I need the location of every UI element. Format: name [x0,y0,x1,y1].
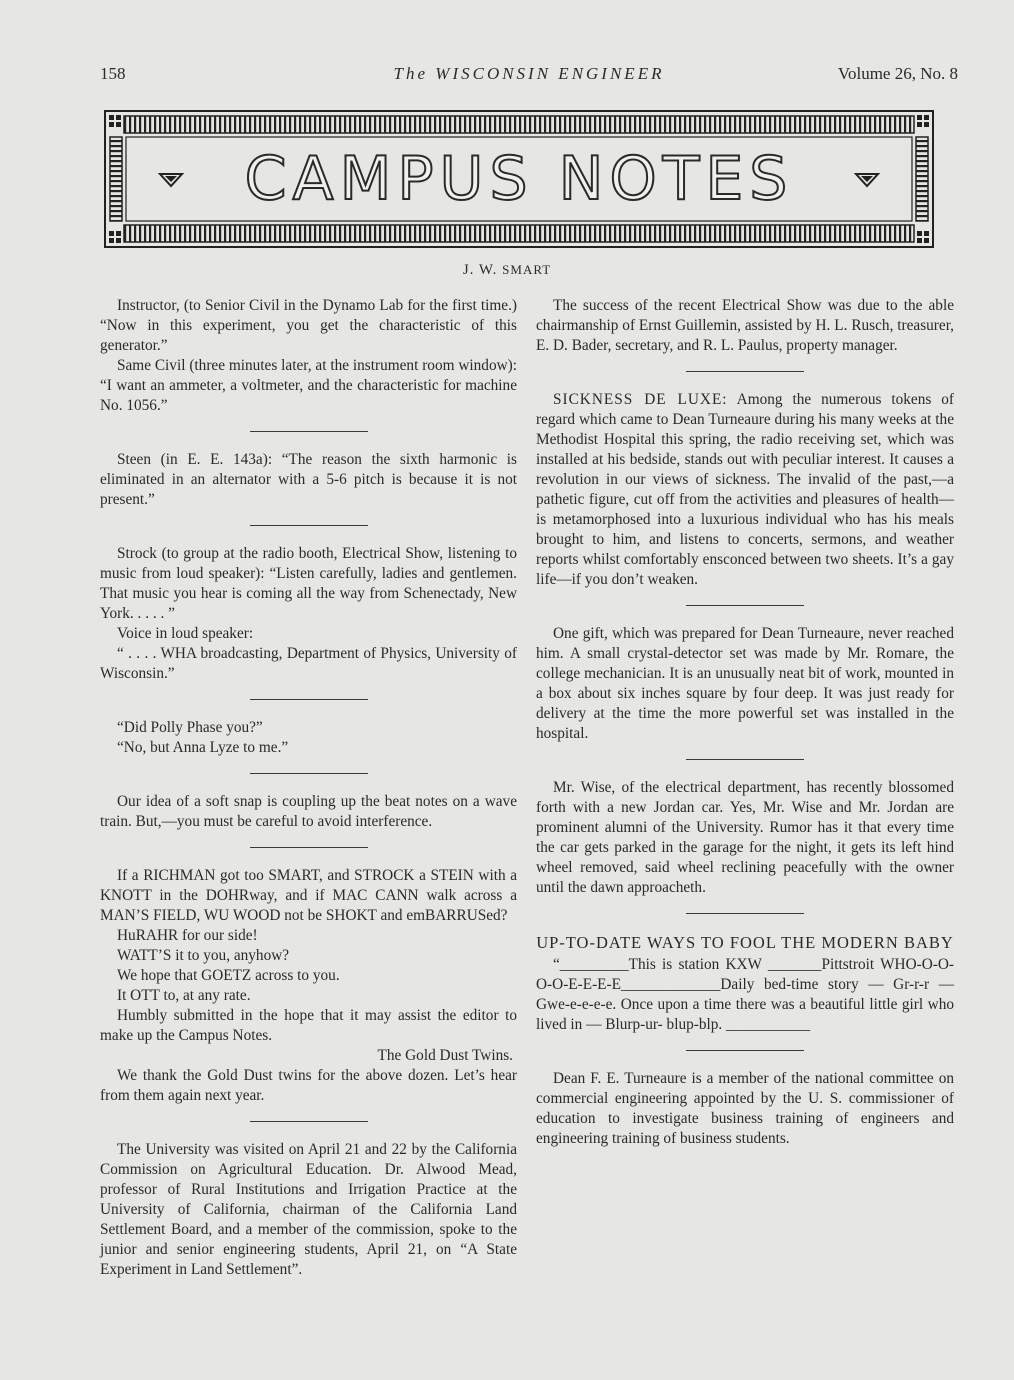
paragraph: If a RICHMAN got too SMART, and STROCK a STEIN with a KNOTT in the DOHRway, and if MAC CANN walk across a MAN’S FIELD, WU WOOD not be SHOKT and emBARRUSed? [100,867,517,924]
section-divider [250,699,368,700]
paragraph: Voice in loud speaker: [117,625,254,642]
right-column [536,296,954,1149]
section-divider [686,1050,804,1051]
section-divider [250,847,368,848]
magazine-title: The WISCONSIN ENGINEER [393,64,665,83]
sickness-de-luxe-body: Among the numerous tokens of regard which came to Dean Turneaure during his many weeks at the Methodist Hospital this spring, the radio receiving set, which was installed at his bedside, stands out with peculiar interest. It causes a revolution in our views of sickness. The invalid of the past,—a pathetic figure, cut off from the activities and pleasures of health—is metamorphosed into a luxurious individual who has his meals brought to him, and listens to concerts, sermons, and weather reports whilst comfortably ensconced between two sheets. It’s a gay life—if you don’t weaken. [536,391,954,588]
section-divider [686,371,804,372]
running-header [100,64,958,88]
modern-baby-heading: UP-TO-DATE WAYS TO FOOL THE MODERN BABY [536,933,954,952]
paragraph: Mr. Wise, of the electrical department, has recently blossomed forth with a new Jordan car. Yes, Mr. Wise and Mr. Jordan are prominent alumni of the University. Rumor has it that every time the car gets parked in the garage for the night, it gets its left hind wheel removed, said wheel reclining peacefully with the owner until the dawn approacheth. [536,779,954,896]
byline [0,262,1014,279]
section-divider [250,525,368,526]
sickness-de-luxe-heading: SICKNESS DE LUXE: [553,391,728,408]
paragraph: WATT’S it to you, anyhow? [117,947,290,964]
banner-title: CAMPUS NOTES [244,144,794,214]
section-divider [686,913,804,914]
paragraph: “_________This is station KXW _______Pittstroit WHO-O-O-O-O-E-E-E-E_____________Daily bed-time story — Gr-r-r — Gwe-e-e-e-e. Once upon a time there was a beautiful little girl who lived in — Blurp-ur- blup-blp. ___________ [536,956,954,1033]
signature: The Gold Dust Twins. [377,1047,513,1064]
byline-surname: SMART [502,262,552,277]
section-divider [250,773,368,774]
paragraph: It OTT to, at any rate. [117,987,251,1004]
section-divider [250,431,368,432]
paragraph: “No, but Anna Lyze to me.” [117,739,289,756]
page-number: 158 [100,64,126,83]
paragraph: Instructor, (to Senior Civil in the Dynamo Lab for the first time.) “Now in this experiment, you get the characteristic of this generator.” [100,297,517,354]
byline-initials: J. W. [462,262,503,278]
section-divider [686,605,804,606]
section-divider [250,1121,368,1122]
paragraph: Strock (to group at the radio booth, Electrical Show, listening to music from loud speaker): “Listen carefully, ladies and gentlemen. That music you hear is coming all the way from Schenectady, New York. . . . . ” [100,545,517,622]
paragraph: HuRAHR for our side! [117,927,258,944]
campus-notes-banner [104,110,934,248]
volume-info: Volume 26, No. 8 [837,64,958,83]
section-divider [686,759,804,760]
paragraph: “ . . . . WHA broadcasting, Department of Physics, University of Wisconsin.” [100,645,517,682]
paragraph [536,390,954,590]
paragraph: Our idea of a soft snap is coupling up the beat notes on a wave train. But,—you must be careful to avoid interference. [100,793,517,830]
paragraph: “Did Polly Phase you?” [117,719,263,736]
paragraph: One gift, which was prepared for Dean Turneaure, never reached him. A small crystal-detector set was made by Mr. Romare, the college mechanician. It is an unusually neat bit of work, mounted in a box about six inches square by four deep. It was just ready for delivery at the time the more powerful set was installed in the hospital. [536,625,954,742]
paragraph: We thank the Gold Dust twins for the above dozen. Let’s hear from them again next year. [100,1067,517,1104]
paragraph: Humbly submitted in the hope that it may assist the editor to make up the Campus Notes. [100,1007,517,1044]
paragraph: We hope that GOETZ across to you. [117,967,340,984]
paragraph: The University was visited on April 21 and 22 by the California Commission on Agricultural Education. Dr. Alwood Mead, professor of Rural Institutions and Irrigation Practice at the University of California, chairman of the California Land Settlement Board, and a member of the commission, spoke to the junior and senior engineering students, April 21, on “A State Experiment in Land Settlement”. [100,1141,517,1278]
paragraph: The success of the recent Electrical Show was due to the able chairmanship of Ernst Guillemin, assisted by H. L. Rusch, treasurer, E. D. Bader, secretary, and R. L. Paulus, property manager. [536,297,954,354]
paragraph: Steen (in E. E. 143a): “The reason the sixth harmonic is eliminated in an alternator with a 5-6 pitch is because it is not present.” [100,451,517,508]
left-column [100,296,517,1280]
paragraph: Same Civil (three minutes later, at the instrument room window): “I want an ammeter, a voltmeter, and the characteristic for machine No. 1056.” [100,357,517,414]
paragraph: Dean F. E. Turneaure is a member of the national committee on commercial engineering appointed by the U. S. commissioner of education to investigate business training of engineers and engineering training of business students. [536,1070,954,1147]
